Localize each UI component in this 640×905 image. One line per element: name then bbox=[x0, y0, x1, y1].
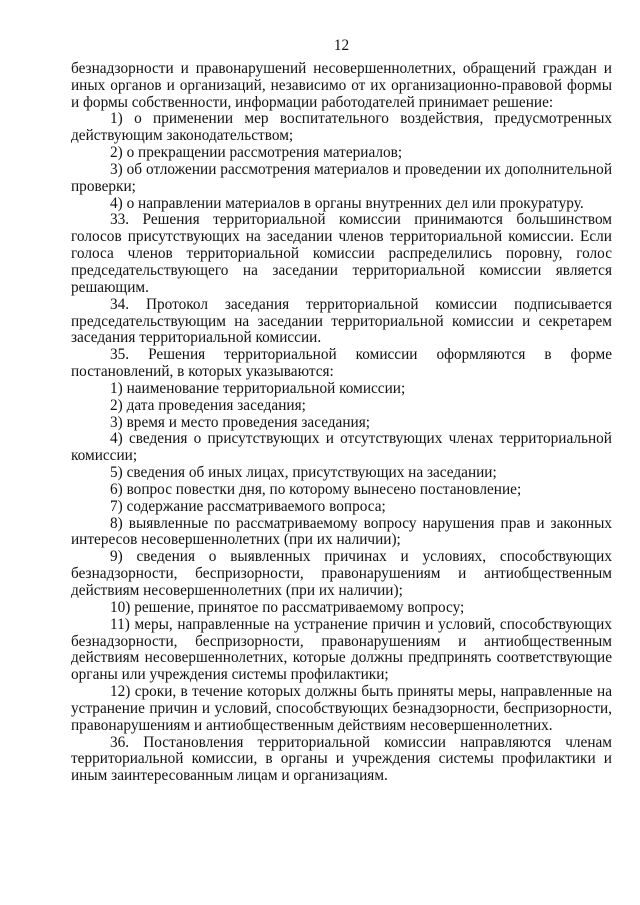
document-body bbox=[71, 61, 612, 785]
clause-33: 33. Решения территориальной комиссии принимаются большинством голосов присутствующих на заседании членов территориальной комиссии. Если голоса членов территориальной комиссии распределились поровну, голос председательствующего на заседании территориальной комиссии является решающим. bbox=[71, 211, 612, 296]
list-item: 7) содержание рассматриваемого вопроса; bbox=[110, 497, 386, 515]
list-item: 1) о применении мер воспитательного воздействия, предусмотренных действующим законодательством; bbox=[71, 110, 612, 145]
list-item: 1) наименование территориальной комиссии; bbox=[110, 379, 406, 397]
list-item: 6) вопрос повестки дня, по которому вынесено постановление; bbox=[110, 480, 522, 498]
list-item: 5) сведения об иных лицах, присутствующих на заседании; bbox=[110, 464, 497, 482]
list-item: 4) сведения о присутствующих и отсутствующих членах территориальной комиссии; bbox=[71, 430, 612, 465]
list-item: 11) меры, направленные на устранение причин и условий, способствующих безнадзорности, беспризорности, правонарушениям и антиобщественным действиям несовершеннолетних, которые должны предпринять соответствующие органы или учреждения системы профилактики; bbox=[71, 615, 612, 684]
list-item: 12) сроки, в течение которых должны быть приняты меры, направленные на устранение причин и условий, способствующих безнадзорности, беспризорности, правонарушениям и антиобщественным действиям несовершеннолетних. bbox=[71, 683, 612, 734]
paragraph: безнадзорности и правонарушений несовершеннолетних, обращений граждан и иных органов и организаций, независимо от их организационно-правовой формы и формы собственности, информации работодателей принимает решение: bbox=[71, 59, 612, 111]
list-item: 2) дата проведения заседания; bbox=[110, 396, 306, 414]
clause-34: 34. Протокол заседания территориальной комиссии подписывается председательствующим на заседании территориальной комиссии и секретарем заседания территориальной комиссии. bbox=[71, 295, 612, 347]
clause-36: 36. Постановления территориальной комиссии направляются членам территориальной комиссии, в органы и учреждения системы профилактики и иным заинтересованным лицам и организациям. bbox=[71, 733, 612, 785]
list-item: 2) о прекращении рассмотрения материалов; bbox=[110, 144, 403, 162]
list-item: 9) сведения о выявленных причинах и условиях, способствующих безнадзорности, беспризорности, правонарушениям и антиобщественным действиям несовершеннолетних (при их наличии); bbox=[71, 548, 612, 599]
list-item: 8) выявленные по рассматриваемому вопросу нарушения прав и законных интересов несовершеннолетних (при их наличии); bbox=[71, 514, 612, 549]
page-number: 12 bbox=[333, 37, 350, 54]
list-item: 10) решение, принятое по рассматриваемому вопросу; bbox=[110, 598, 465, 616]
clause-35: 35. Решения территориальной комиссии оформляются в форме постановлений, в которых указываются: bbox=[71, 346, 612, 381]
list-item: 3) время и место проведения заседания; bbox=[110, 413, 371, 431]
list-item: 4) о направлении материалов в органы внутренних дел или прокуратуру. bbox=[110, 194, 584, 212]
list-item: 3) об отложении рассмотрения материалов и проведении их дополнительной проверки; bbox=[71, 160, 612, 195]
